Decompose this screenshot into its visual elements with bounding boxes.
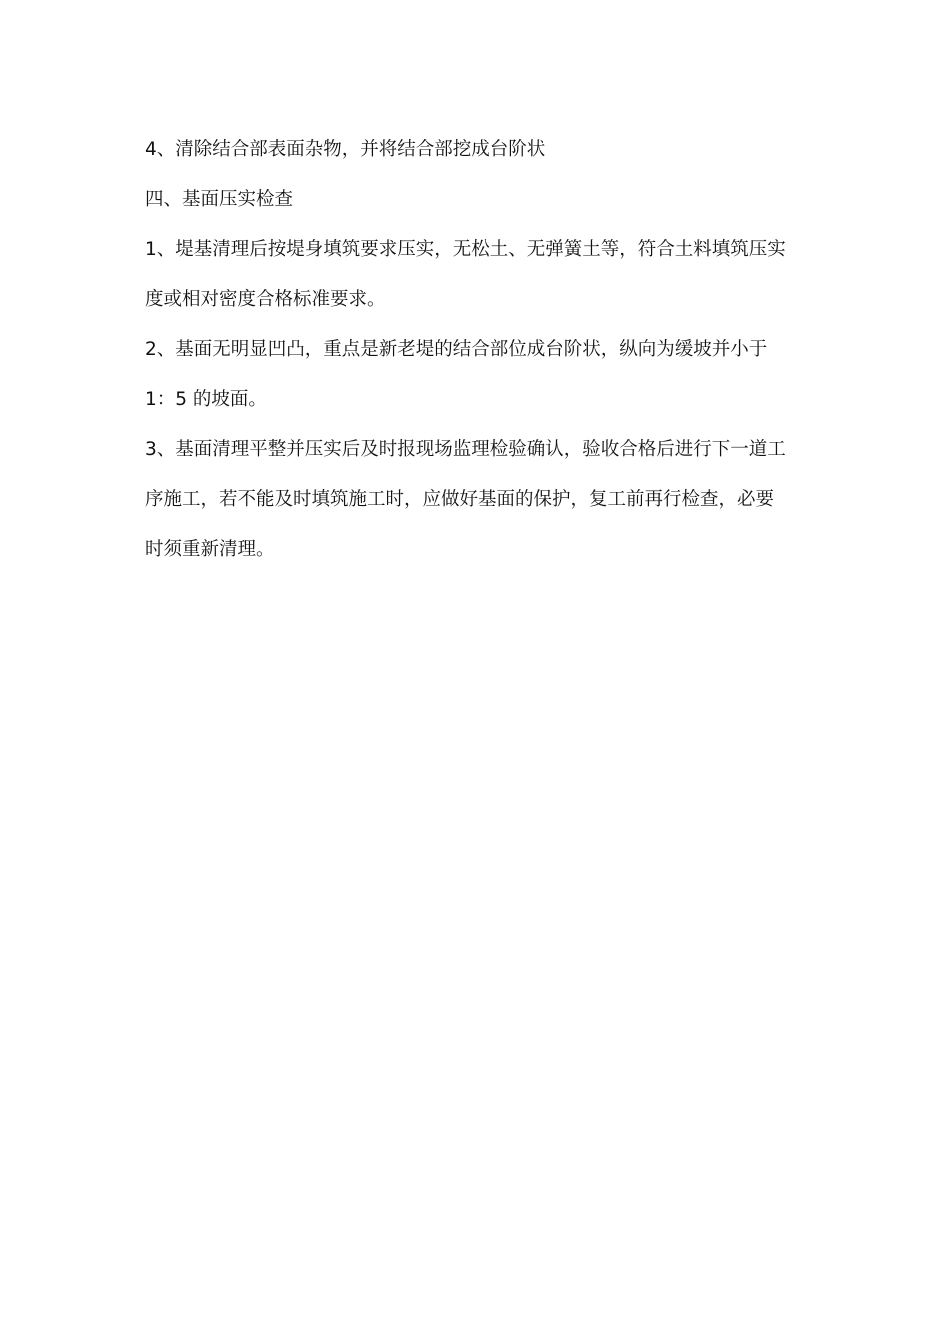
item-2-surface-line-1: 2、基面无明显凹凸，重点是新老堤的结合部位成台阶状，纵向为缓坡并小于 [145,339,768,360]
document-body [145,135,825,585]
item-2-surface-line-2: 1：5 的坡面。 [145,389,267,410]
item-3-inspection-line-1: 3、基面清理平整并压实后及时报现场监理检验确认，验收合格后进行下一道工 [145,439,786,460]
item-1-compaction-line-2: 度或相对密度合格标准要求。 [145,289,386,310]
item-3-inspection-line-2: 序施工，若不能及时填筑施工时，应做好基面的保护，复工前再行检查，必要 [145,489,775,510]
section-heading-compaction-check: 四、基面压实检查 [145,189,294,210]
item-3-inspection-line-3: 时须重新清理。 [145,539,275,560]
item-1-compaction-line-1: 1、堤基清理后按堤身填筑要求压实，无松土、无弹簧土等，符合土料填筑压实 [145,239,786,260]
item-4-clear-debris: 4、清除结合部表面杂物，并将结合部挖成台阶状 [145,139,546,160]
